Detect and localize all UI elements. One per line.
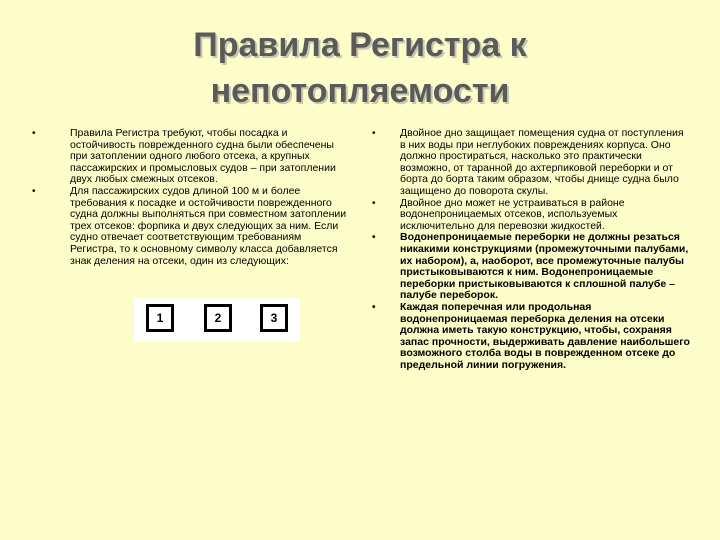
compartment-sign-3: 3: [260, 304, 288, 332]
left-bullet-list: [30, 128, 350, 267]
list-item: [370, 128, 690, 198]
bullet-icon: •: [32, 185, 36, 197]
list-item: [30, 128, 350, 186]
bullet-icon: •: [372, 197, 376, 209]
list-item-text: Каждая поперечная или продольная водонепроницаемая переборка деления на отсеки должна иметь такую конструкцию, чтобы, сохраняя запас прочности, выдерживать давление наибольшего возможного столба воды в поврежденном отсеке до предельной линии погружения.: [400, 300, 690, 371]
left-column: [30, 128, 350, 267]
list-item: [370, 198, 690, 233]
title-line-2: непотопляемости: [210, 72, 510, 110]
compartment-sign-1: 1: [146, 304, 174, 332]
bullet-icon: •: [32, 128, 36, 139]
list-item: [370, 302, 690, 372]
bullet-icon: •: [372, 301, 376, 313]
slide-title: [0, 22, 720, 114]
list-item-text: Двойное дно может не устраиваться в районе водонепроницаемых отсеков, используемых исключительно для перевозки жидкостей.: [400, 196, 625, 232]
list-item-text: Для пассажирских судов длиной 100 м и более требования к посадке и остойчивости поврежденного судна должны выполняться при совместном затоплении трех отсеков: форпика и двух следующих за ним. Если судно отвечает соответствующим требованиям Регистра, то к основному символу класса добавляется знак деления на отсеки, один из следующих:: [70, 184, 347, 267]
compartment-signs: [134, 298, 300, 342]
list-item: [30, 186, 350, 267]
list-item: [370, 232, 690, 302]
right-bullet-list: [370, 128, 690, 371]
list-item-text: Двойное дно защищает помещения судна от поступления в них воды при неглубоких повреждениях корпуса. Оно должно простираться, насколько это практически возможно, от таранной до ахтерпиковой переборки и от борта до борта таким образом, чтобы днище судна было защищено до поворота скулы.: [400, 127, 684, 197]
bullet-icon: •: [372, 232, 376, 244]
right-column: [370, 128, 690, 371]
title-line-1: Правила Регистра к: [193, 26, 527, 64]
compartment-sign-2: 2: [204, 304, 232, 332]
list-item-text: Водонепроницаемые переборки не должны резаться никакими конструкциями (промежуточными палубами, их набором), а, наоборот, все промежуточные палубы пристыковываются к ним. Водонепроницаемые переборки пристыковываются к сплошной палубе – палубе переборок.: [400, 231, 689, 302]
bullet-icon: •: [372, 128, 376, 139]
list-item-text: Правила Регистра требуют, чтобы посадка и остойчивость поврежденного судна были обеспечены при затоплении одного любого отсека, а крупных пассажирских и промысловых судов – при затоплении двух любых смежных отсеков.: [70, 127, 336, 186]
